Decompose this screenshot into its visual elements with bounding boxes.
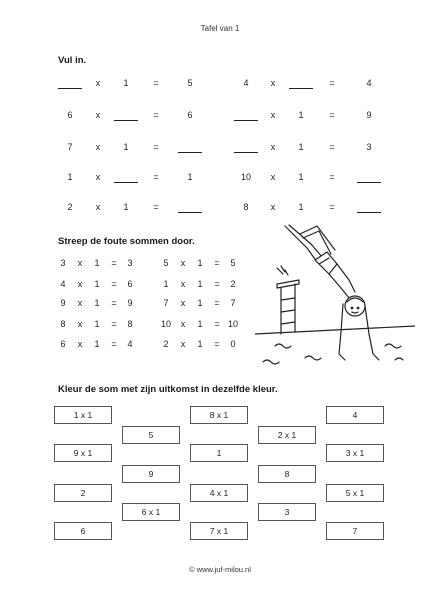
cross-out-left-cell: x (77, 279, 83, 289)
answer-box[interactable]: 7 (326, 522, 384, 540)
cross-out-left-cell: 4 (127, 339, 133, 349)
section-heading-fill-in: Vul in. (58, 55, 87, 66)
cross-out-right-cell: 1 (197, 298, 203, 308)
fill-in-left-cell: 5 (187, 78, 193, 88)
cross-out-left-cell: 6 (60, 339, 66, 349)
cross-out-right-cell: 2 (230, 279, 236, 289)
cross-out-left-cell: 1 (94, 319, 100, 329)
fill-in-right-cell: 3 (366, 142, 372, 152)
cross-out-left-cell: = (111, 339, 117, 349)
cross-out-left-cell: 3 (60, 258, 66, 268)
fill-in-right-cell: = (329, 172, 335, 182)
fill-in-left-cell: 2 (67, 202, 73, 212)
cross-out-right-cell: 5 (163, 258, 169, 268)
cross-out-right-cell: = (214, 298, 220, 308)
fill-in-right-cell: 9 (366, 110, 372, 120)
fill-in-right-cell: 8 (243, 202, 249, 212)
fill-in-right-cell: = (329, 142, 335, 152)
fill-in-right-answer-blank[interactable] (357, 212, 381, 213)
section-heading-color-match: Kleur de som met zijn uitkomst in dezelfde kleur. (58, 384, 278, 395)
fill-in-right-cell: x (270, 110, 276, 120)
fill-in-right-cell: x (270, 78, 276, 88)
sum-box[interactable]: 7 x 1 (190, 522, 248, 540)
cross-out-right-cell: x (180, 319, 186, 329)
fill-in-left-cell: = (153, 172, 159, 182)
fill-in-right-cell: = (329, 78, 335, 88)
cross-out-right-cell: = (214, 258, 220, 268)
sum-box[interactable]: 1 x 1 (54, 406, 112, 424)
fill-in-right-cell: 1 (298, 202, 304, 212)
fill-in-left-answer-blank[interactable] (178, 152, 202, 153)
cross-out-left-cell: 9 (60, 298, 66, 308)
cross-out-left-cell: = (111, 279, 117, 289)
fill-in-right-cell: x (270, 172, 276, 182)
cross-out-left-cell: 9 (127, 298, 133, 308)
fill-in-left-cell: = (153, 202, 159, 212)
answer-box[interactable]: 1 (190, 444, 248, 462)
answer-box[interactable]: 8 (258, 465, 316, 483)
cross-out-right-cell: 10 (227, 319, 238, 329)
answer-box[interactable]: 5 (122, 426, 180, 444)
fill-in-right-cell: = (329, 110, 335, 120)
cross-out-right-cell: 5 (230, 258, 236, 268)
fill-in-left-cell: 6 (187, 110, 193, 120)
fill-in-left-cell: x (95, 172, 101, 182)
cross-out-left-cell: x (77, 319, 83, 329)
fill-in-right-answer-blank[interactable] (289, 88, 313, 89)
cross-out-left-cell: 3 (127, 258, 133, 268)
cross-out-right-cell: = (214, 339, 220, 349)
sum-box[interactable]: 8 x 1 (190, 406, 248, 424)
fill-in-left-cell: 1 (123, 142, 129, 152)
fill-in-left-cell: x (95, 110, 101, 120)
sum-box[interactable]: 3 x 1 (326, 444, 384, 462)
fill-in-left-cell: 1 (67, 172, 73, 182)
cross-out-right-cell: x (180, 258, 186, 268)
cross-out-left-cell: = (111, 258, 117, 268)
cross-out-right-cell: 0 (230, 339, 236, 349)
sum-box[interactable]: 6 x 1 (122, 503, 180, 521)
cross-out-left-cell: 1 (94, 258, 100, 268)
answer-box[interactable]: 9 (122, 465, 180, 483)
sum-box[interactable]: 9 x 1 (54, 444, 112, 462)
answer-box[interactable]: 6 (54, 522, 112, 540)
fill-in-right-cell: x (270, 142, 276, 152)
cross-out-right-cell: 1 (197, 339, 203, 349)
sum-box[interactable]: 4 x 1 (190, 484, 248, 502)
fill-in-left-cell: 1 (123, 78, 129, 88)
cross-out-right-cell: 7 (163, 298, 169, 308)
fill-in-left-cell: = (153, 142, 159, 152)
diving-boy-icon (255, 222, 415, 367)
fill-in-right-cell: 1 (298, 142, 304, 152)
fill-in-left-answer-blank[interactable] (58, 88, 82, 89)
fill-in-left-cell: 7 (67, 142, 73, 152)
fill-in-left-cell: 6 (67, 110, 73, 120)
cross-out-right-cell: = (214, 279, 220, 289)
cross-out-right-cell: 1 (197, 279, 203, 289)
fill-in-left-answer-blank[interactable] (178, 212, 202, 213)
fill-in-left-cell: x (95, 78, 101, 88)
cross-out-left-cell: = (111, 319, 117, 329)
cross-out-right-cell: x (180, 298, 186, 308)
fill-in-right-answer-blank[interactable] (357, 182, 381, 183)
cross-out-left-cell: 8 (127, 319, 133, 329)
fill-in-left-cell: x (95, 202, 101, 212)
sum-box[interactable]: 2 x 1 (258, 426, 316, 444)
fill-in-right-cell: 4 (243, 78, 249, 88)
footer-copyright: © www.juf-milou.nl (189, 565, 251, 574)
fill-in-left-cell: = (153, 110, 159, 120)
page-title: Tafel van 1 (200, 24, 240, 33)
cross-out-left-cell: = (111, 298, 117, 308)
cross-out-right-cell: 1 (197, 319, 203, 329)
answer-box[interactable]: 2 (54, 484, 112, 502)
cross-out-right-cell: 7 (230, 298, 236, 308)
fill-in-left-cell: 1 (187, 172, 193, 182)
sum-box[interactable]: 5 x 1 (326, 484, 384, 502)
cross-out-left-cell: x (77, 258, 83, 268)
cross-out-left-cell: 1 (94, 279, 100, 289)
cross-out-right-cell: 10 (160, 319, 171, 329)
cross-out-right-cell: 2 (163, 339, 169, 349)
fill-in-right-cell: 4 (366, 78, 372, 88)
cross-out-left-cell: 4 (60, 279, 66, 289)
cross-out-right-cell: = (214, 319, 220, 329)
cross-out-left-cell: 1 (94, 339, 100, 349)
fill-in-left-answer-blank[interactable] (114, 182, 138, 183)
cross-out-right-cell: x (180, 339, 186, 349)
cross-out-left-cell: x (77, 339, 83, 349)
fill-in-left-cell: x (95, 142, 101, 152)
answer-box[interactable]: 4 (326, 406, 384, 424)
fill-in-left-cell: = (153, 78, 159, 88)
fill-in-right-answer-blank[interactable] (234, 152, 258, 153)
cross-out-right-cell: 1 (163, 279, 169, 289)
fill-in-left-answer-blank[interactable] (114, 120, 138, 121)
cross-out-left-cell: x (77, 298, 83, 308)
cross-out-left-cell: 8 (60, 319, 66, 329)
fill-in-right-answer-blank[interactable] (234, 120, 258, 121)
cross-out-left-cell: 1 (94, 298, 100, 308)
fill-in-right-cell: 1 (298, 172, 304, 182)
cross-out-left-cell: 6 (127, 279, 133, 289)
cross-out-right-cell: x (180, 279, 186, 289)
fill-in-right-cell: 1 (298, 110, 304, 120)
fill-in-left-cell: 1 (123, 202, 129, 212)
fill-in-right-cell: x (270, 202, 276, 212)
fill-in-right-cell: 10 (240, 172, 251, 182)
answer-box[interactable]: 3 (258, 503, 316, 521)
cross-out-right-cell: 1 (197, 258, 203, 268)
fill-in-right-cell: = (329, 202, 335, 212)
section-heading-cross-out: Streep de foute sommen door. (58, 236, 195, 247)
